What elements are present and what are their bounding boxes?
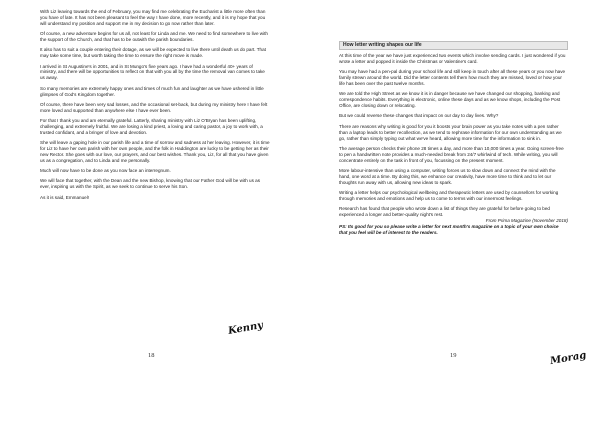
research-text: Research has found that people who wrote down a list of things they are grateful for before going to bed experienced a longer and better-quality night's rest. — [339, 206, 550, 218]
left-paragraph: Of course, a new adventure begins for us all, not least for Linda and me. We need to find somewhere to live with the support of the Church, and that has to be outwith the parish boundaries. — [40, 31, 268, 43]
left-paragraph: With Liz leaving towards the end of February, you may find me celebrating the Eucharist a little more often than you have of late. It has not been pleasant to feel the way I have done, more recently, and it is my hope that you will understand my position and support me in my decision to go now rather than later. — [40, 9, 266, 26]
article-heading: How letter writing shapes our life — [339, 41, 568, 50]
postscript: PS: Its good for you so please write a letter for next month's magazine on a topic of your own choice that you feel will be of interest to the readers. — [339, 223, 559, 235]
left-paragraph: As it is said, Emmanuel! — [40, 194, 90, 200]
page-number-left: 18 — [148, 352, 155, 359]
right-paragraph: More labour-intensive than using a computer, writing forces us to slow down and connect the mind with the hand, one word at a time. By doing this, we enhance our creativity, have more time to think and to let our thoughts run away with us, allowing new ideas to spark. — [339, 167, 556, 185]
left-column — [40, 9, 270, 205]
left-paragraph: She will leave a gaping hole in our parish life and a time of sorrow and sadness at her leaving. However, it is time for Liz to have her own parish with her own people, and the folk in Haddington are lucky to be getting her as their new Rector. She goes with our love, our prayers, and our best wishes. Thank you, Liz, for all that you have given us as a congregation, and to Linda and me personally. — [40, 140, 270, 163]
right-paragraph: Writing a letter helps our psychological wellbeing and therapeutic letters are used by counsellors for working through memories and emotions and help us to come to terms with our innermost feelings. — [339, 190, 559, 201]
right-paragraph: We are told the High Street as we know it is in danger because we have changed our shopping, banking and correspondence habits. Everything is electronic, online these days and as we know shops, including the Post Office, are closing down or relocating. — [339, 91, 561, 109]
right-column — [339, 9, 568, 240]
right-page — [300, 0, 600, 424]
left-paragraph: So many memories are extremely happy ones and times of much fun and laughter as we have ushered in little glimpses of God's Kingdom together. — [40, 85, 264, 97]
page-number-right: 19 — [450, 352, 457, 359]
research-paragraph — [339, 206, 568, 218]
source-attribution: From Prima Magazine (November 2018) — [485, 218, 568, 224]
left-paragraph: I arrived in St Augustine's in 2001, and in St Mungo's five years ago. I have had a wonderful 40+ years of ministry, and there will be opportunities to reflect on that with you all by the time the removal van comes to take us away. — [40, 63, 265, 81]
signature-morag: Morag — [549, 349, 588, 368]
left-paragraph: Of course, there have been very sad losses, and the occasional set-back, but during my ministry here I have felt more loved and supported than anywhere else I have ever been. — [40, 101, 268, 113]
right-paragraph: The average person checks their phone 28 times a day, and more than 10,000 times a year. Going screen-free to pen a handwritten note provides a much-needed break from 24/7 whirlwind of tech. While writing, you will concentrate entirely on the task in front of you, focussing on the present moment. — [339, 145, 564, 163]
left-paragraph: It also has to suit a couple entering their dotage, as we will be expected to live there until death us do part. That may take some time, but worth taking the time to ensure the right move is made. — [40, 47, 266, 59]
signature-kenny: Kenny — [227, 320, 264, 337]
left-paragraph: We will face that together, with the Dean and the new Bishop, knowing that our Father God will be with us as ever, inspiring us with the Spirit, as we seek to continue to serve his Son. — [40, 178, 261, 190]
right-paragraph: But we could reverse these changes that impact on our day to day lives. Why? — [339, 113, 499, 119]
right-paragraph: At this time of the year we have just experienced two events which involve sending cards. I just wondered if you wrote a letter and popped it inside the Christmas or Valentine's card. — [339, 53, 566, 64]
right-paragraph: You may have had a pen-pal during your school life and still keep in touch after all these years or you now have family strewn around the world. Did the letter contents tell them how much they are missed, loved or how your life has been over the past twelve months. — [339, 69, 566, 87]
left-paragraph: Much will now have to be done as you now face an interregnum. — [40, 168, 171, 174]
right-paragraph: There are reasons why writing is good for you it boosts your brain power as you take notes with a pen rather than a laptop leads to better recollection, as we tend to rephrase information for our own understanding as we go, rather than simply typing out what we've heard, allowing more time for the information to sink in. — [339, 123, 562, 141]
left-paragraph: For that I thank you and am eternally grateful. Latterly, sharing ministry with Liz O'Bryan has been uplifting, challenging, and extremely fruitful. We are losing a kind priest, a loving and caring pastor, a joy to work with, a trusted confidant, and a bringer of love and devotion. — [40, 118, 263, 135]
